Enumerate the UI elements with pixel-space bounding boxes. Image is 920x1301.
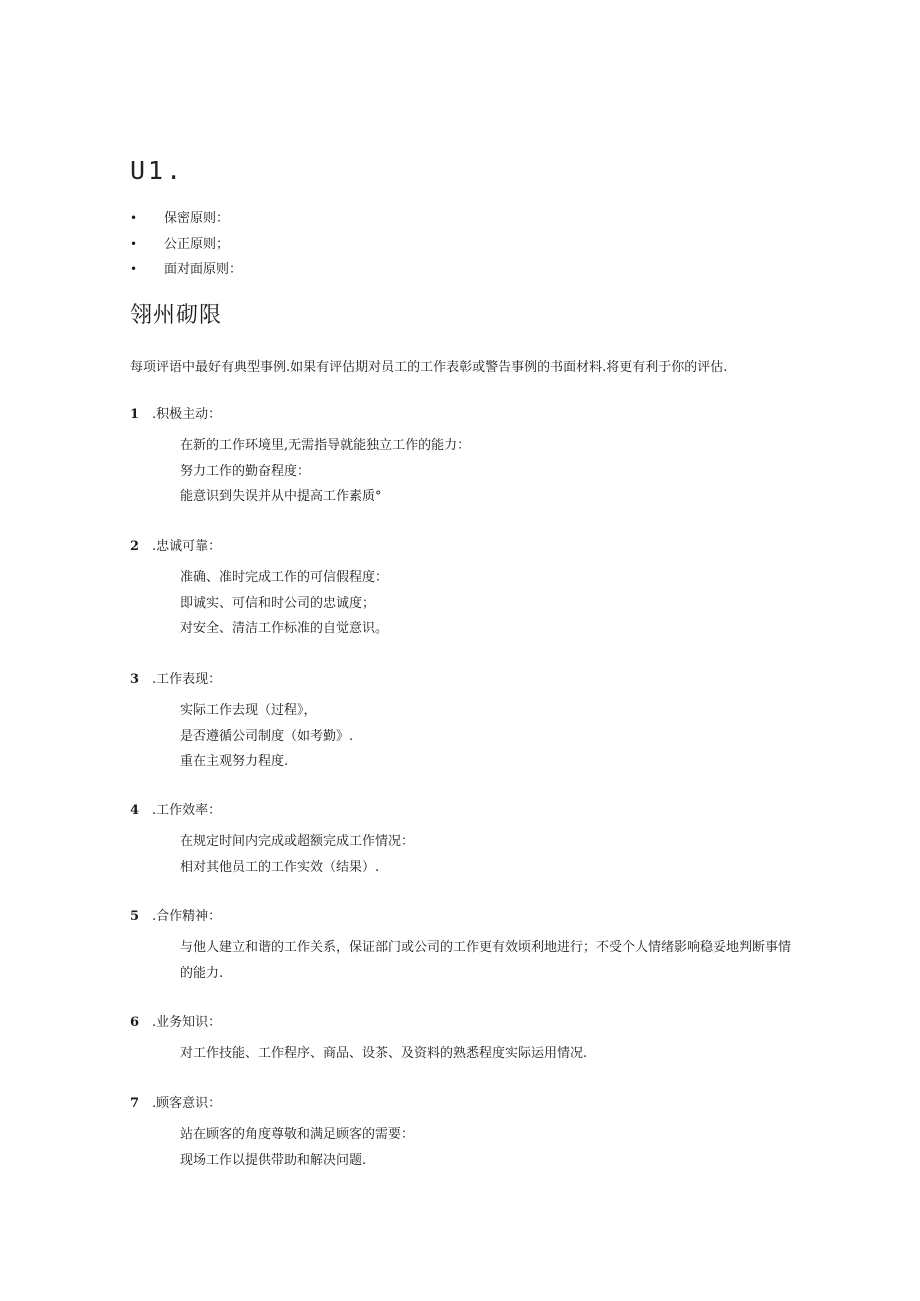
bullet-icon: • [130,236,138,251]
list-item: 现场工作以提供带助和解决问题. [180,1152,367,1168]
criterion-number: 6 [130,1015,140,1030]
criterion-title: 3 .工作表现： [130,670,810,690]
criterion-lines [130,829,810,880]
list-item: 努力工作的勤奋程度： [180,463,311,479]
list-item: 即诚实、可信和时公司的忠诚度； [180,595,376,611]
criterion-number: 1 [130,407,140,422]
criterion-lines [130,565,810,642]
criterion-title: 7 .顾客意识： [130,1094,810,1114]
criterion-performance [130,670,810,775]
criterion-number: 7 [130,1096,140,1111]
list-item: • 面对面原则： [130,257,242,283]
criterion-title: 2 .忠诚可靠： [130,537,810,557]
list-item: 相对其他员工的工作实效（结果）. [180,859,380,875]
bullet-icon: • [130,262,138,276]
criterion-number: 3 [130,672,140,687]
list-item: 重在主观努力程度. [180,754,289,769]
criterion-lines [130,1041,810,1067]
criterion-lines [130,698,810,775]
criterion-knowledge [130,1013,810,1067]
criterion-efficiency [130,801,810,880]
list-item: 在新的工作环境里,无需指导就能独立工作的能力： [180,438,471,453]
criterion-reliability [130,537,810,642]
criterion-initiative [130,405,810,510]
list-item: 能意识到失误并从中提高工作素质° [180,489,382,504]
criterion-lines [130,1122,810,1173]
principles-list [130,206,242,283]
criterion-title: 1 .积极主动： [130,405,810,425]
criterion-title: 6 .业务知识： [130,1013,810,1033]
intro-paragraph: 每项评语中最好有典型事例.如果有评估期对员工的工作表彰或警告事例的书面材料.将更有利于你的评估. [130,360,728,375]
code-heading: U1. [130,156,185,185]
criterion-number: 2 [130,539,140,554]
list-item: 对安全、清洁工作标准的自觉意识。 [180,621,389,636]
criterion-title: 4 .工作效率： [130,801,810,821]
criterion-lines [130,433,810,510]
list-item: 站在顾客的角度尊敬和满足顾客的需要： [180,1127,415,1142]
list-item: 在规定时间内完成或超额完成工作情况： [180,834,415,849]
criterion-customer-awareness [130,1094,810,1173]
list-item: 与他人建立和谐的工作关系，保证部门或公司的工作更有效顷利地进行；不受个人情绪影响稳妥地判断事情的能力. [180,940,792,981]
list-item: • 公正原则； [130,232,242,258]
criterion-title: 5 .合作精神： [130,907,810,927]
criterion-lines [130,935,810,986]
list-item: 对工作技能、工作程序、商品、设茶、及资料的熟悉程度实际运用情况. [180,1046,588,1061]
criterion-number: 5 [130,909,140,924]
list-item: 准确、准时完成工作的可信假程度： [180,570,389,585]
criterion-teamwork [130,907,810,986]
list-item: • 保密原则： [130,206,242,232]
bullet-icon: • [130,211,138,225]
list-item: 是否遵循公司制度（如考勤》. [180,728,354,744]
list-item: 实际工作去现（过程》， [180,703,317,718]
criterion-number: 4 [130,803,140,818]
section-heading: 翎州砌限 [130,303,223,328]
